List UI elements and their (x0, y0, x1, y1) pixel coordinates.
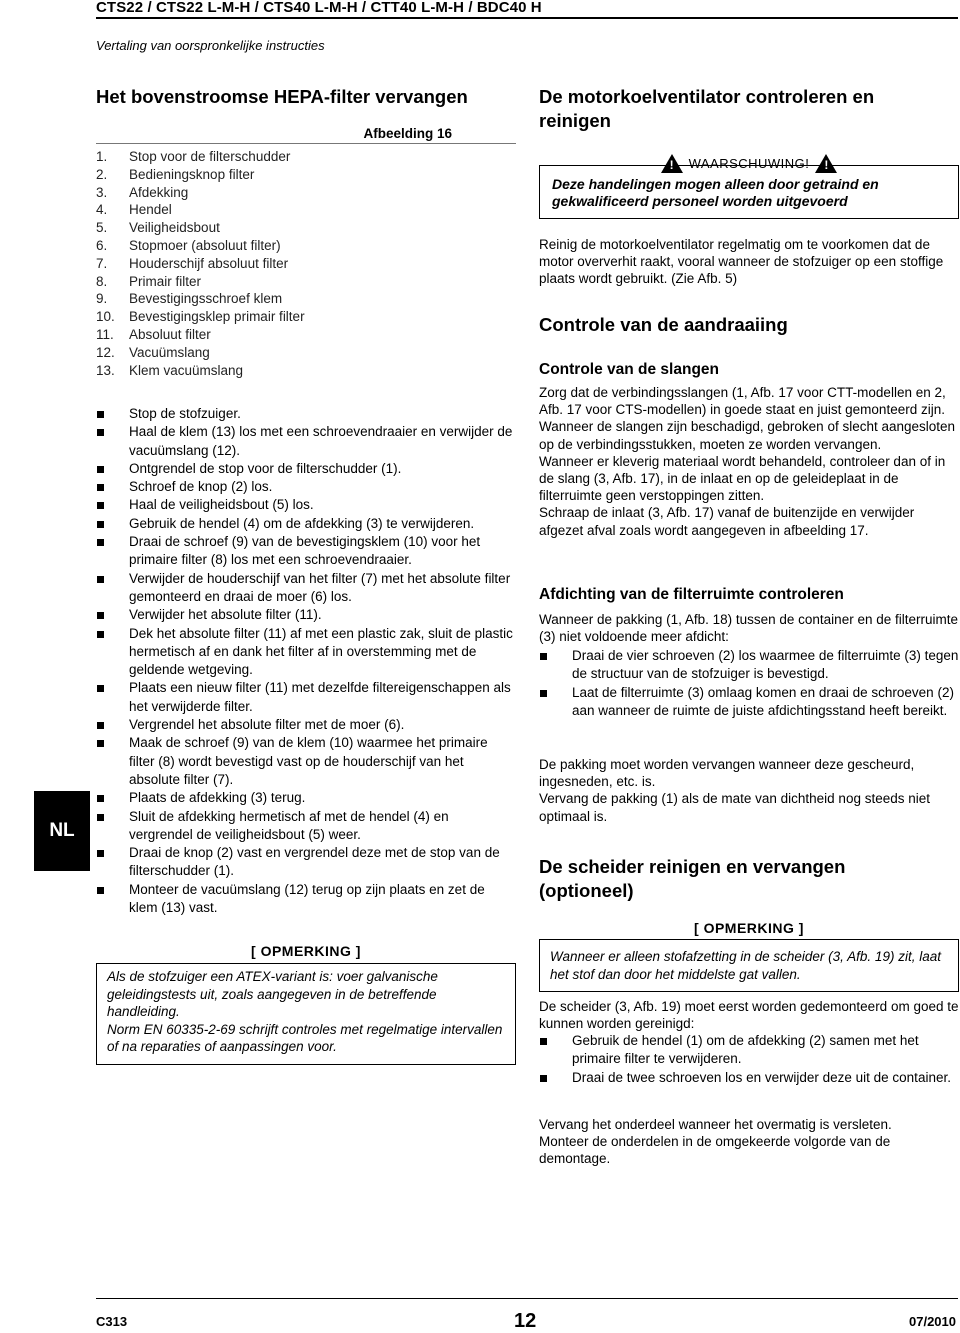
figure-rule (96, 143, 516, 144)
figure-legend-item (96, 362, 516, 380)
list-item: Haal de veiligheidsbout (5) los. (96, 496, 516, 514)
figure-legend-number: 6. (96, 237, 108, 253)
figure-legend-number: 1. (96, 149, 108, 164)
note-line-1: Als de stofzuiger een ATEX-variant is: voer galvanische geleidingstests uit, zoals aangegeven in de betreffende handleiding. (107, 969, 438, 1019)
hoses-text (539, 384, 960, 539)
separator-steps (539, 1032, 960, 1087)
note-box: Wanneer er alleen stofafzetting in de scheider (3, Afb. 19) zit, laat het stof dan door het middelste gat vallen. (539, 939, 959, 992)
list-item: Stop de stofzuiger. (96, 405, 516, 423)
figure-legend-number: 13. (96, 362, 115, 378)
final-text (539, 1116, 960, 1168)
list-item: Verwijder de houderschijf van het filter (7) met het absolute filter gemonteerd en draai de moer (6) los. (96, 570, 516, 607)
figure-legend-item (96, 308, 516, 326)
figure-legend-text: Hendel (129, 202, 172, 218)
warning-icon: ! (661, 154, 683, 173)
figure-legend-item (96, 219, 516, 237)
figure-legend-text: Vacuümslang (129, 344, 210, 360)
list-item: Monteer de vacuümslang (12) terug op zijn plaats en zet de klem (13) vast. (96, 881, 516, 918)
figure-legend-number: 12. (96, 344, 115, 360)
list-item: Draai de vier schroeven (2) los waarmee de filterruimte (3) tegen de structuur van de stofzuiger is bevestigd. (539, 647, 960, 684)
list-item: Plaats de afdekking (3) terug. (96, 789, 516, 807)
figure-legend-text: Bedieningsknop filter (129, 166, 255, 182)
list-item: Sluit de afdekking hermetisch af met de hendel (4) en vergrendel de veiligheidsbout (5) weer. (96, 808, 516, 845)
list-item: Vergrendel het absolute filter met de moer (6). (96, 716, 516, 734)
figure-legend-number: 2. (96, 166, 108, 182)
figure-legend (96, 148, 516, 379)
list-item: Maak de schroef (9) van de klem (10) waarmee het primaire filter (8) wordt bevestigd vast op de houderschijf van het absolute filter (7). (96, 734, 516, 789)
paragraph: De pakking moet worden vervangen wanneer deze gescheurd, ingesneden, etc. is. (539, 757, 915, 790)
figure-legend-item (96, 166, 516, 184)
warning-block (539, 154, 959, 219)
figure-legend-text: Klem vacuümslang (129, 362, 244, 378)
seal-steps (539, 647, 960, 720)
figure-legend-item (96, 237, 516, 255)
header-subtitle: Vertaling van oorspronkelijke instructies (96, 38, 325, 53)
header-title: CTS22 / CTS22 L-M-H / CTS40 L-M-H / CTT40 L-M-H / BDC40 H (96, 0, 542, 16)
list-item: Draai de schroef (9) van de bevestigingsklem (10) voor het primaire filter (8) los met een schroevendraaier. (96, 533, 516, 570)
heading-tightening: Controle van de aandraaiing (539, 314, 788, 335)
paragraph: Reinig de motorkoelventilator regelmatig om te voorkomen dat de motor oververhit raakt, vooral wanneer de stofzuiger op een stoffige plaats wordt gebruikt. (Zie Afb. 5) (539, 237, 944, 287)
figure-legend-text: Absoluut filter (129, 326, 211, 342)
page-number: 12 (514, 1310, 537, 1332)
paragraph: Wanneer de slangen zijn beschadigd, gebroken of slecht aangesloten op de verbindingsstukken, moeten ze worden vervangen. (539, 419, 956, 452)
warning-icon: ! (815, 154, 837, 173)
figure-legend-item (96, 255, 516, 273)
heading-hoses: Controle van de slangen (539, 361, 720, 378)
heading-separator: De scheider reinigen en vervangen (optioneel) (539, 856, 846, 901)
figure-legend-item (96, 273, 516, 291)
figure-legend-number: 5. (96, 220, 108, 236)
list-item: Gebruik de hendel (4) om de afdekking (3) te verwijderen. (96, 515, 516, 533)
note-block (96, 943, 516, 1065)
step-list (96, 405, 516, 917)
figure-legend-item (96, 201, 516, 219)
paragraph: Vervang het onderdeel wanneer het overmatig is versleten. (539, 1117, 892, 1132)
note-label: [ OPMERKING ] (251, 943, 361, 959)
paragraph: De scheider (3, Afb. 19) moet eerst worden gedemonteerd om goed te kunnen worden gereinigd: (539, 999, 959, 1032)
list-item: Gebruik de hendel (1) om de afdekking (2) samen met het primaire filter te verwijderen. (539, 1032, 960, 1069)
footer-rule (96, 1298, 958, 1299)
figure-legend-number: 8. (96, 273, 108, 289)
list-item: Verwijder het absolute filter (11). (96, 606, 516, 624)
seal-text (539, 756, 960, 825)
figure-legend-number: 11. (96, 326, 114, 342)
footer-doc-code: C313 (96, 1314, 128, 1329)
warning-label: WAARSCHUWING! (688, 156, 810, 171)
figure-legend-text: Houderschijf absoluut filter (129, 255, 289, 271)
note-box (96, 963, 516, 1065)
footer-date: 07/2010 (909, 1314, 956, 1329)
figure-legend-text: Bevestigingsklep primair filter (129, 309, 305, 325)
header-rule (96, 17, 958, 19)
figure-legend-item (96, 184, 516, 202)
section-heading: Het bovenstroomse HEPA-filter vervangen (96, 86, 468, 107)
figure-legend-number: 9. (96, 291, 108, 307)
figure-legend-text: Veiligheidsbout (129, 220, 220, 236)
paragraph: Zorg dat de verbindingsslangen (1, Afb. 17 voor CTT-modellen en 2, Afb. 17 voor CTS-modellen) in goede staat en juist gemonteerd zijn. (539, 385, 946, 418)
figure-legend-text: Bevestigingsschroef klem (129, 291, 283, 307)
warning-box: Deze handelingen mogen alleen door getraind en gekwalificeerd personeel worden uitgevoerd (539, 165, 959, 219)
figure-legend-text: Stop voor de filterschudder (129, 149, 291, 164)
list-item: Ontgrendel de stop voor de filterschudder (1). (96, 460, 516, 478)
figure-legend-item (96, 326, 516, 344)
paragraph: Monteer de onderdelen in de omgekeerde volgorde van de demontage. (539, 1134, 891, 1167)
figure-legend-number: 7. (96, 255, 108, 271)
heading-seal: Afdichting van de filterruimte controleren (539, 586, 844, 603)
figure-legend-number: 10. (96, 309, 115, 325)
figure-legend-item (96, 148, 516, 166)
paragraph: Schraap de inlaat (3, Afb. 17) vanaf de buitenzijde en verwijder afgezet afval zoals wordt aangegeven in afbeelding 17. (539, 505, 915, 538)
heading-fan: De motorkoelventilator controleren en reinigen (539, 86, 875, 131)
figure-title: Afbeelding 16 (363, 126, 452, 141)
note-line-2: Norm EN 60335-2-69 schrijft controles met regelmatige intervallen of na reparaties of aanpassingen voor. (107, 1021, 503, 1054)
list-item: Dek het absolute filter (11) af met een plastic zak, sluit de plastic hermetisch af en dank het filter af in overstemming met de geldende wetgeving. (96, 625, 516, 680)
figure-legend-text: Stopmoer (absoluut filter) (129, 237, 281, 253)
list-item: Draai de knop (2) vast en vergrendel deze met de stop van de filterschudder (1). (96, 844, 516, 881)
list-item: Laat de filterruimte (3) omlaag komen en draai de schroeven (2) aan wanneer de ruimte de juiste afdichtingsstand heeft bereikt. (539, 684, 960, 721)
figure-legend-item (96, 290, 516, 308)
list-item: Haal de klem (13) los met een schroevendraaier en verwijder de vacuümslang (12). (96, 423, 516, 460)
paragraph: Vervang de pakking (1) als de mate van dichtheid nog steeds niet optimaal is. (539, 791, 930, 824)
paragraph: Wanneer er kleverig materiaal wordt behandeld, controleer dan of in de slang (3, Afb. 17), in de inlaat en op de geleideplaat in de filterruimte geen verstoppingen zitten. (539, 453, 946, 504)
list-item: Draai de twee schroeven los en verwijder deze uit de container. (539, 1069, 960, 1087)
list-item: Schroef de knop (2) los. (96, 478, 516, 496)
figure-legend-text: Afdekking (129, 184, 189, 200)
paragraph: Wanneer de pakking (1, Afb. 18) tussen de container en de filterruimte (3) niet voldoende meer afdicht: (539, 612, 958, 645)
figure-legend-item (96, 344, 516, 362)
figure-legend-number: 4. (96, 202, 108, 218)
note-label: [ OPMERKING ] (694, 920, 804, 936)
note-block-right (539, 920, 959, 992)
language-tab: NL (34, 791, 90, 871)
figure-legend-number: 3. (96, 184, 108, 200)
figure-legend-text: Primair filter (129, 273, 202, 289)
list-item: Plaats een nieuw filter (11) met dezelfde filtereigenschappen als het verwijderde filter. (96, 679, 516, 716)
